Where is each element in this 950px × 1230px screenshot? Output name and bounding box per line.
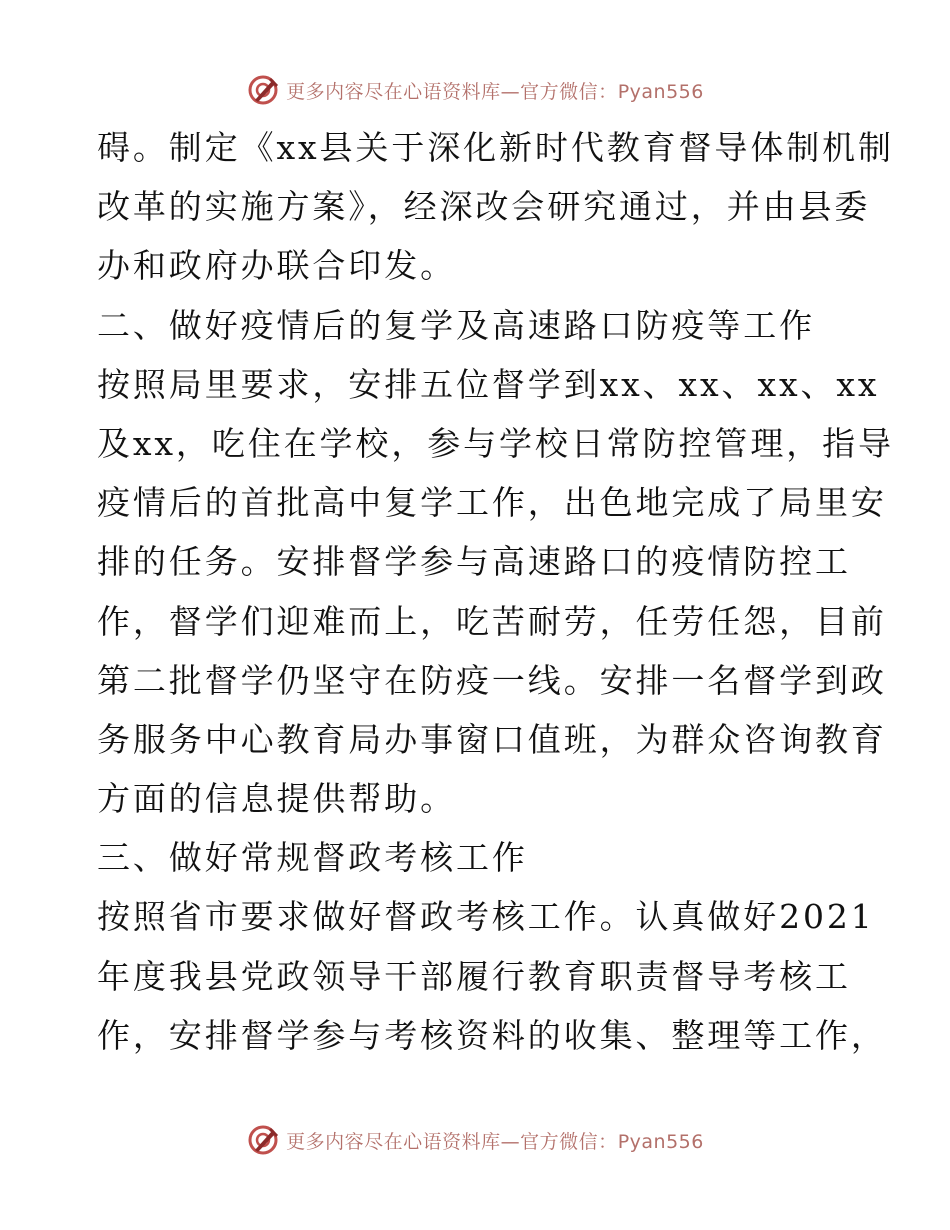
text-line: 及xx，吃住在学校，参与学校日常防控管理，指导 [97,423,894,463]
text-line: 排的任务。安排督学参与高速路口的疫情防控工 [97,542,851,582]
watermark-wechat-label: 官方微信： [520,1130,618,1153]
text-line: 作，督学们迎难而上，吃苦耐劳，任劳任怨，目前 [97,601,887,641]
watermark-text [286,77,704,104]
text-line: 疫情后的首批高中复学工作，出色地完成了局里安 [97,483,887,523]
document-body [97,118,894,1065]
watermark-wechat-id: Pyan556 [617,1130,704,1153]
text-line: 改革的实施方案》，经深改会研究通过，并由县委 [97,187,871,227]
text-line: 按照省市要求做好督政考核工作。认真做好2021 [97,897,875,937]
brand-logo-icon [246,73,280,107]
text-line: 碍。制定《xx县关于深化新时代教育督导体制机制 [97,128,894,167]
section-heading: 二、做好疫情后的复学及高速路口防疫等工作 [97,305,815,345]
section-heading: 三、做好常规督政考核工作 [97,838,528,878]
watermark-separator: — [500,1130,521,1153]
text-line: 务服务中心教育局办事窗口值班，为群众咨询教育 [97,719,887,759]
watermark-footer [0,1118,950,1162]
text-line: 办和政府办联合印发。 [97,246,456,286]
text-line: 年度我县党政领导干部履行教育职责督导考核工 [97,956,851,996]
watermark-wechat-label: 官方微信： [520,80,618,103]
text-line: 按照局里要求，安排五位督学到xx、xx、xx、xx [97,364,880,404]
watermark-wechat-id: Pyan556 [617,80,704,103]
text-line: 方面的信息提供帮助。 [97,779,456,819]
text-line: 第二批督学仍坚守在防疫一线。安排一名督学到政 [97,660,887,700]
watermark-header [0,68,950,112]
watermark-brand-text: 更多内容尽在心语资料库 [286,1130,501,1153]
watermark-brand-text: 更多内容尽在心语资料库 [286,80,501,103]
watermark-text [286,1127,704,1154]
text-line: 作，安排督学参与考核资料的收集、整理等工作， [97,1015,887,1055]
watermark-separator: — [500,80,521,103]
brand-logo-icon [246,1123,280,1157]
